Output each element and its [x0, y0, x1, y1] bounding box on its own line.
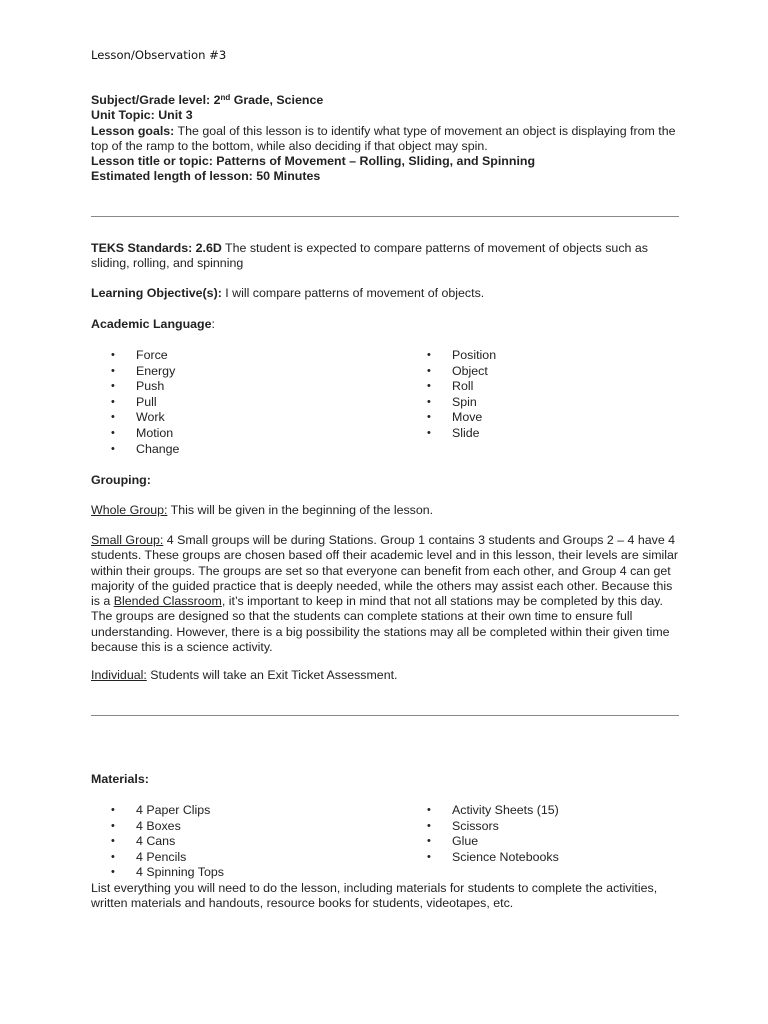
teks-text: The student is expected to compare patterns of movement of objects such as sliding, rolling, and spinning [91, 241, 648, 271]
materials-right-column [407, 803, 559, 865]
small-group-text-1: 4 Small groups will be during Stations. Group 1 contains 3 students and Groups 2 – 4 have 4 students. These groups are chosen based off their academic level and in this lesson, their levels are similar within their groups. The groups are set so that everyone can benefit from each other, and Group 4 can get majority of the guided practice that is deeply needed, while the others may assist each other. Because this is a [91, 533, 679, 609]
list-item: • 4 Boxes [91, 819, 224, 835]
small-group-label: Small Group: [91, 533, 164, 547]
materials-label: Materials: [91, 772, 149, 786]
list-item: • Activity Sheets (15) [407, 803, 559, 819]
lesson-goals-label: Lesson goals: [91, 123, 175, 138]
individual-label: Individual: [91, 668, 147, 682]
list-item: • Roll [407, 379, 496, 395]
list-item: • 4 Cans [91, 834, 224, 850]
list-item: • Position [407, 348, 496, 364]
objective-label: Learning Objective(s): [91, 286, 222, 300]
individual-group [91, 668, 681, 683]
materials-heading [91, 772, 681, 787]
lesson-goals-text: The goal of this lesson is to identify what type of movement an object is displaying from the top of the ramp to the bottom, while also deciding if that object may spin. [91, 123, 676, 153]
subject-superscript: nd [220, 93, 231, 102]
academic-language-heading [91, 317, 681, 332]
list-item: • Energy [91, 364, 179, 380]
whole-group-text: This will be given in the beginning of the lesson. [167, 503, 434, 517]
individual-text: Students will take an Exit Ticket Assessment. [146, 668, 398, 682]
teks-standards [91, 241, 681, 272]
list-item: • Force [91, 348, 179, 364]
list-item: • 4 Pencils [91, 850, 224, 866]
list-item: • Science Notebooks [407, 850, 559, 866]
learning-objective [91, 286, 681, 301]
academic-language-label: Academic Language [91, 317, 212, 331]
document-title: Lesson/Observation #3 [91, 48, 227, 62]
list-item: • Push [91, 379, 179, 395]
list-item: • 4 Spinning Tops [91, 865, 224, 881]
lesson-title-line: Lesson title or topic: Patterns of Movement – Rolling, Sliding, and Spinning [91, 154, 536, 169]
list-item: • Scissors [407, 819, 559, 835]
grouping-heading [91, 473, 681, 488]
list-item: • Glue [407, 834, 559, 850]
list-item: • Spin [407, 395, 496, 411]
teks-label: TEKS Standards: 2.6D [91, 241, 222, 255]
whole-group [91, 503, 681, 518]
blended-classroom-link: Blended Classroom [113, 594, 222, 609]
list-item: • Slide [407, 426, 496, 442]
subject-rest: Grade, Science [230, 93, 324, 107]
academic-language-left-column [91, 348, 179, 457]
materials-note-text: List everything you will need to do the lesson, including materials for students to complete the activities, written materials and handouts, resource books for students, videotapes, etc. [91, 881, 658, 911]
divider-1 [91, 216, 679, 217]
lesson-header [91, 93, 681, 185]
materials-left-column [91, 803, 224, 881]
materials-note [91, 881, 681, 912]
list-item: • Object [407, 364, 496, 380]
small-group-text-2: , it’s important to keep in mind that not all stations may be completed by this day. The groups are designed so that the students can complete stations at their own time to ensure full understanding. However, there is a big possibility the stations may all be completed within their given time because this is a science activity. [91, 594, 670, 655]
subject-grade-line [91, 93, 681, 108]
divider-2 [91, 715, 679, 716]
small-group [91, 533, 681, 655]
academic-language-right-column [407, 348, 496, 442]
academic-language-colon: : [211, 317, 215, 331]
list-item: • Move [407, 410, 496, 426]
list-item: • Work [91, 410, 179, 426]
lesson-goals [91, 124, 681, 155]
subject-label: Subject/Grade level: 2 [91, 93, 221, 107]
list-item: • Motion [91, 426, 179, 442]
grouping-label: Grouping: [91, 473, 151, 487]
list-item: • Pull [91, 395, 179, 411]
lesson-length-line: Estimated length of lesson: 50 Minutes [91, 169, 321, 184]
list-item: • Change [91, 442, 179, 458]
list-item: • 4 Paper Clips [91, 803, 224, 819]
unit-topic-line: Unit Topic: Unit 3 [91, 108, 193, 123]
whole-group-label: Whole Group: [91, 503, 168, 517]
objective-text: I will compare patterns of movement of objects. [221, 286, 485, 300]
